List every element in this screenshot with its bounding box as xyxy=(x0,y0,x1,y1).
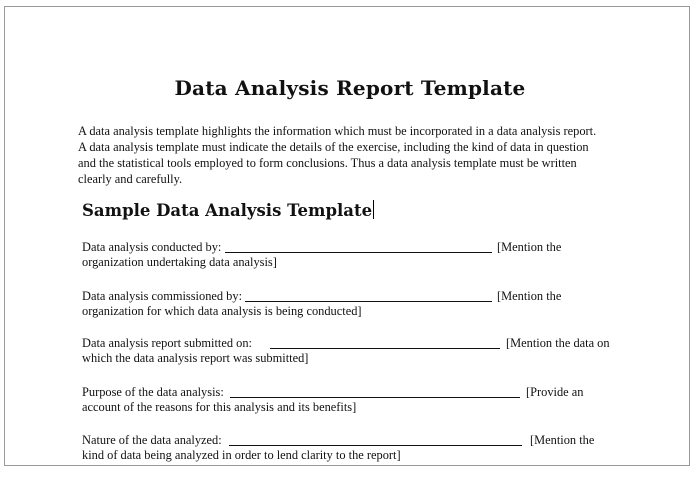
intro-line: A data analysis template highlights the information which must be incorporated in a data analysis report. xyxy=(78,124,597,138)
intro-line: clearly and carefully. xyxy=(78,172,183,186)
field-hint-continuation: organization for which data analysis is being conducted] xyxy=(82,304,362,318)
field-hint: [Mention the data on xyxy=(506,336,610,350)
field-hint: [Provide an xyxy=(526,385,584,399)
field-label: Nature of the data analyzed: xyxy=(82,433,222,447)
fill-in-blank[interactable] xyxy=(245,301,492,302)
form-field-nature-of-data xyxy=(82,433,602,463)
field-hint: [Mention the xyxy=(497,240,562,254)
fill-in-blank[interactable] xyxy=(225,252,492,253)
document-title: Data Analysis Report Template xyxy=(174,76,526,100)
field-label: Data analysis conducted by: xyxy=(82,240,222,254)
field-label: Data analysis report submitted on: xyxy=(82,336,252,350)
fill-in-blank[interactable] xyxy=(270,348,500,349)
form-field-purpose xyxy=(82,385,602,415)
text-cursor xyxy=(373,200,374,219)
intro-paragraph xyxy=(78,123,638,187)
fill-in-blank[interactable] xyxy=(229,445,522,446)
field-label: Data analysis commissioned by: xyxy=(82,289,243,303)
field-hint: [Mention the xyxy=(497,289,562,303)
section-heading[interactable] xyxy=(82,200,374,220)
field-hint-continuation: kind of data being analyzed in order to lend clarity to the report] xyxy=(82,448,401,462)
field-hint-continuation: account of the reasons for this analysis and its benefits] xyxy=(82,400,357,414)
section-heading-text: Sample Data Analysis Template xyxy=(82,201,373,220)
field-hint-continuation: organization undertaking data analysis] xyxy=(82,255,277,269)
page-bottom-margin xyxy=(0,466,700,496)
field-hint: [Mention the xyxy=(530,433,595,447)
form-field-commissioned-by xyxy=(82,289,602,319)
form-field-submitted-on xyxy=(82,336,617,366)
fill-in-blank[interactable] xyxy=(230,397,520,398)
intro-line: and the statistical tools employed to form conclusions. Thus a data analysis template must be written xyxy=(78,156,577,170)
field-label: Purpose of the data analysis: xyxy=(82,385,224,399)
form-field-conducted-by xyxy=(82,240,602,270)
field-hint-continuation: which the data analysis report was submitted] xyxy=(82,351,309,365)
intro-line: A data analysis template must indicate the details of the exercise, including the kind of data in question xyxy=(78,140,589,154)
